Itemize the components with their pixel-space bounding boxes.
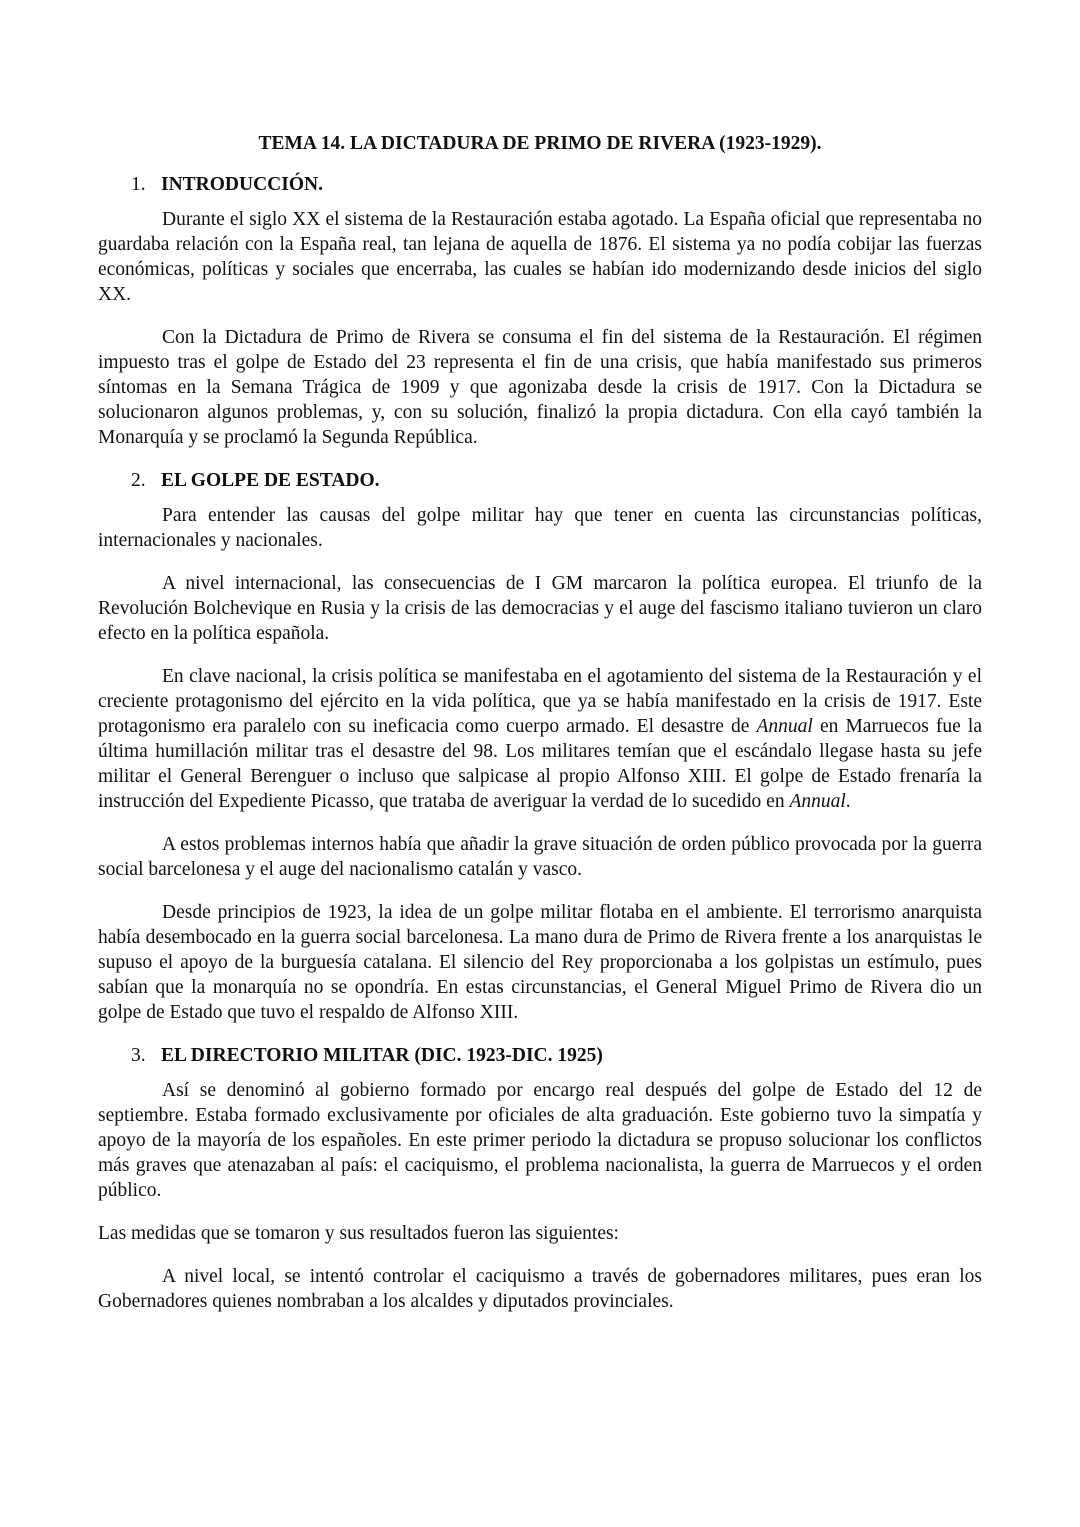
paragraph: Las medidas que se tomaron y sus resultados fueron las siguientes: [98, 1223, 619, 1244]
document-title: TEMA 14. LA DICTADURA DE PRIMO DE RIVERA (1923-1929). [258, 133, 822, 154]
paragraph: Durante el siglo XX el sistema de la Restauración estaba agotado. La España oficial que representaba no guardaba relación con la España real, tan lejana de aquella de 1876. El sistema ya no podía cobijar las fuerzas económicas, políticas y sociales que encerraba, las cuales se habían ido modernizando desde inicios del siglo XX. [98, 209, 982, 305]
italic-place-name: Annual [789, 791, 846, 812]
paragraph-text: . [845, 791, 851, 812]
paragraph: Con la Dictadura de Primo de Rivera se consuma el fin del sistema de la Restauración. El régimen impuesto tras el golpe de Estado del 23 representa el fin de una crisis, que había manifestado sus primeros síntomas en la Semana Trágica de 1909 y que agonizaba desde la crisis de 1917. Con la Dictadura se solucionaron algunos problemas, y, con su solución, finalizó la propia dictadura. Con ella cayó también la Monarquía y se proclamó la Segunda República. [98, 327, 982, 448]
paragraph: Desde principios de 1923, la idea de un golpe militar flotaba en el ambiente. El terrorismo anarquista había desembocado en la guerra social barcelonesa. La mano dura de Primo de Rivera frente a los anarquistas le supuso el apoyo de la burguesía catalana. El silencio del Rey proporcionaba a los golpistas un estímulo, pues sabían que la monarquía no se opondría. En estas circunstancias, el General Miguel Primo de Rivera dio un golpe de Estado que tuvo el respaldo de Alfonso XIII. [98, 902, 982, 1023]
section-heading-directorio-militar [98, 1043, 982, 1068]
paragraph: Para entender las causas del golpe militar hay que tener en cuenta las circunstancias políticas, internacionales y nacionales. [98, 505, 982, 551]
paragraph-text: en Marruecos fue la última humillación militar tras el desastre del 98. Los militares temían que el escándalo llegase hasta su jefe militar el General Berenguer o incluso que salpicase al propio Alfonso XIII. El golpe de Estado frenaría la instrucción del Expediente Picasso, que trataba de averiguar la verdad de lo sucedido en [98, 716, 982, 812]
section-title: INTRODUCCIÓN. [161, 174, 323, 195]
italic-place-name: Annual [756, 716, 813, 737]
paragraph-text: En clave nacional, la crisis política se manifestaba en el agotamiento del sistema de la Restauración y el creciente protagonismo del ejército en la vida política, que ya se había manifestado en la crisis de 1917. Este protagonismo era paralelo con su ineficacia como cuerpo armado. El desastre de [98, 666, 982, 737]
section-heading-introduccion [98, 172, 982, 197]
section-title: EL DIRECTORIO MILITAR (DIC. 1923-DIC. 1925) [161, 1045, 603, 1066]
section-number: 3. [131, 1045, 146, 1066]
paragraph: A nivel internacional, las consecuencias de I GM marcaron la política europea. El triunfo de la Revolución Bolchevique en Rusia y la crisis de las democracias y el auge del fascismo italiano tuvieron un claro efecto en la política española. [98, 573, 982, 644]
document-page [98, 131, 982, 1332]
section-number: 2. [131, 470, 146, 491]
section-number: 1. [131, 174, 146, 195]
section-title: EL GOLPE DE ESTADO. [161, 470, 380, 491]
paragraph [98, 664, 982, 814]
paragraph: A nivel local, se intentó controlar el caciquismo a través de gobernadores militares, pues eran los Gobernadores quienes nombraban a los alcaldes y diputados provinciales. [98, 1266, 982, 1312]
section-heading-golpe-de-estado [98, 468, 982, 493]
paragraph: Así se denominó al gobierno formado por encargo real después del golpe de Estado del 12 de septiembre. Estaba formado exclusivamente por oficiales de alta graduación. Este gobierno tuvo la simpatía y apoyo de la mayoría de los españoles. En este primer periodo la dictadura se propuso solucionar los conflictos más graves que atenazaban al país: el caciquismo, el problema nacionalista, la guerra de Marruecos y el orden público. [98, 1080, 982, 1201]
paragraph: A estos problemas internos había que añadir la grave situación de orden público provocada por la guerra social barcelonesa y el auge del nacionalismo catalán y vasco. [98, 834, 982, 880]
